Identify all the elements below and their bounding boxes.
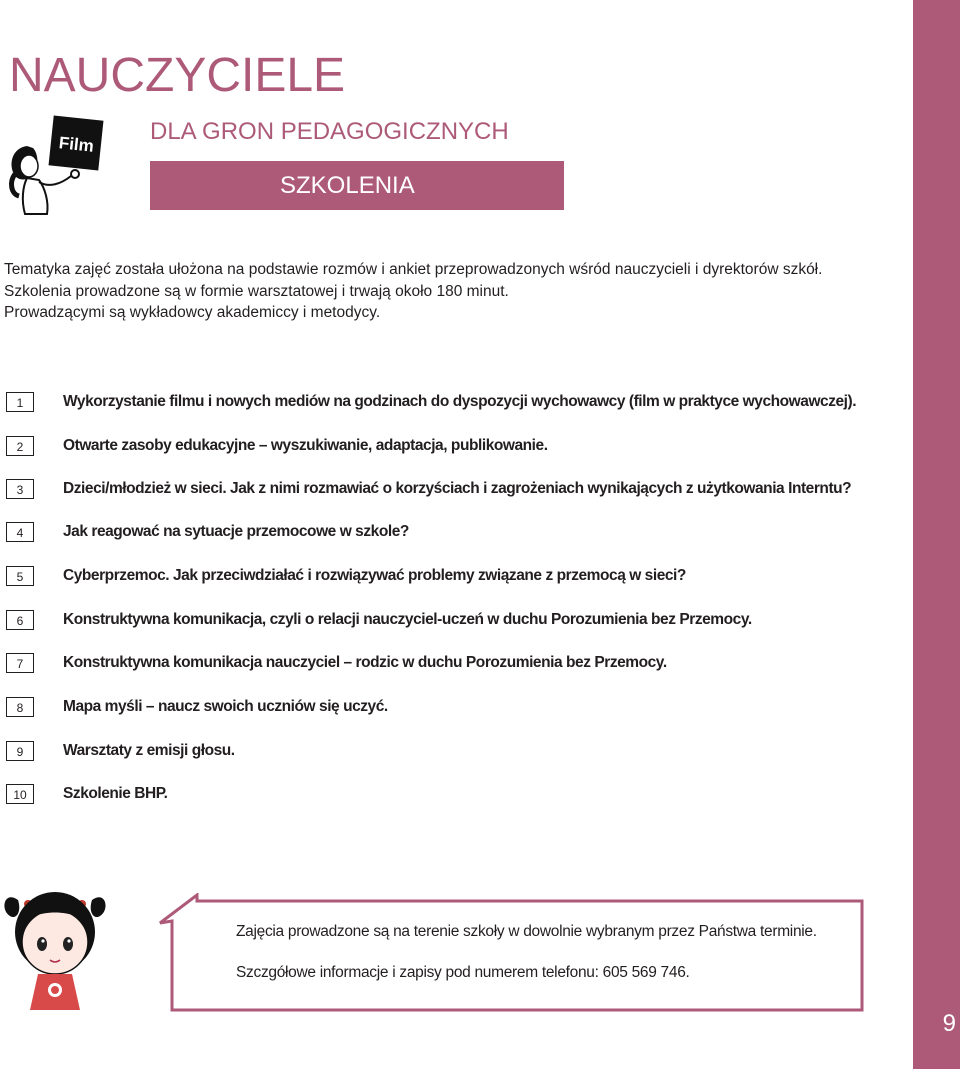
- intro-line: Tematyka zajęć została ułożona na podstawie rozmów i ankiet przeprowadzonych wśród nauczycieli i dyrektorów szkół.: [4, 261, 823, 278]
- topic-number: 3: [6, 479, 34, 499]
- topic-number: 4: [6, 522, 34, 542]
- intro-line: Szkolenia prowadzone są w formie warsztatowej i trwają około 180 minut.: [4, 282, 509, 300]
- topic-number: 6: [6, 610, 34, 630]
- topic-number: 1: [6, 392, 34, 412]
- topic-text: Dzieci/młodzież w sieci. Jak z nimi rozmawiać o korzyściach i zagrożeniach wynikających z użytkowania Interntu?: [63, 480, 852, 497]
- film-board-illustration: [5, 114, 105, 216]
- topic-number: 2: [6, 436, 34, 456]
- topic-text: Otwarte zasoby edukacyjne – wyszukiwanie, adaptacja, publikowanie.: [63, 437, 548, 454]
- topic-text: Jak reagować na sytuacje przemocowe w szkole?: [63, 523, 409, 540]
- topic-text: Konstruktywna komunikacja nauczyciel – rodzic w duchu Porozumienia bez Przemocy.: [63, 654, 667, 671]
- section-banner: SZKOLENIA: [150, 161, 564, 210]
- topic-text: Wykorzystanie filmu i nowych mediów na godzinach do dyspozycji wychowawcy (film w praktyce wychowawczej).: [63, 393, 857, 410]
- topic-number: 10: [6, 784, 34, 804]
- topic-number: 5: [6, 566, 34, 586]
- topic-text: Cyberprzemoc. Jak przeciwdziałać i rozwiązywać problemy związane z przemocą w sieci?: [63, 567, 686, 584]
- info-speech-bubble: [150, 893, 870, 1018]
- girl-mascot-illustration: [0, 880, 110, 1010]
- topic-text: Mapa myśli – naucz swoich uczniów się uczyć.: [63, 698, 388, 715]
- film-label: Film: [57, 133, 95, 156]
- topic-text: Warsztaty z emisji głosu.: [63, 742, 235, 759]
- page-number: 9: [942, 1010, 956, 1037]
- topic-text: Konstruktywna komunikacja, czyli o relacji nauczyciel-uczeń w duchu Porozumienia bez Przemocy.: [63, 611, 752, 628]
- info-line-venue: Zajęcia prowadzone są na terenie szkoły w dowolnie wybranym przez Państwa terminie.: [236, 923, 817, 940]
- page-sidebar: [913, 0, 960, 1069]
- info-line-contact: Szczgółowe informacje i zapisy pod numerem telefonu: 605 569 746.: [236, 964, 690, 981]
- intro-line: Prowadzącymi są wykładowcy akademiccy i metodycy.: [4, 304, 381, 321]
- topic-text: Szkolenie BHP.: [63, 785, 168, 802]
- topic-number: 7: [6, 653, 34, 673]
- topic-number: 8: [6, 697, 34, 717]
- page-title: NAUCZYCIELE: [9, 49, 346, 102]
- page-subtitle: DLA GRON PEDAGOGICZNYCH: [150, 118, 509, 145]
- intro-text: [4, 259, 904, 324]
- topic-number: 9: [6, 741, 34, 761]
